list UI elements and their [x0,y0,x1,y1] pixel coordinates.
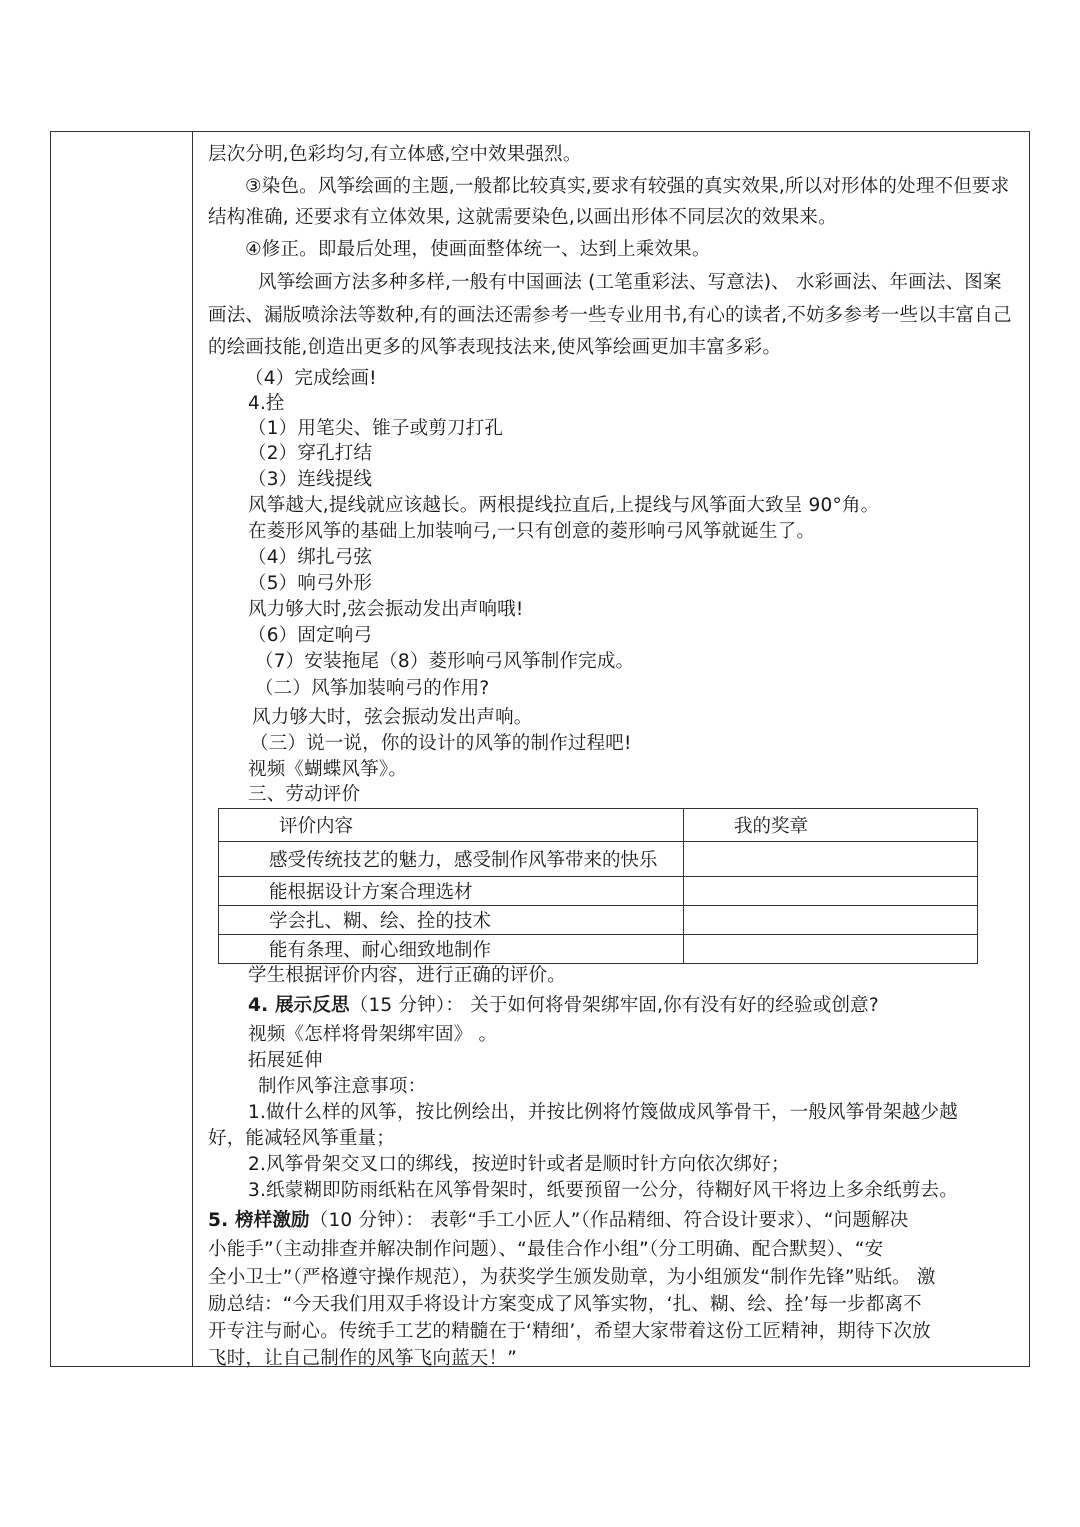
header-eval-content: 评价内容 [219,809,684,842]
text-line: 风筝绘画方法多种多样,一般有中国画法 (工笔重彩法、写意法)、 水彩画法、年画法、图案 [258,272,1002,293]
text-line: ③染色。风筝绘画的主题,一般都比较真实,要求有较强的真实效果,所以对形体的处理不但要求 [245,176,1010,197]
table-row [219,906,978,935]
eval-item: 能根据设计方案合理选材 [219,877,684,906]
evaluation-table [218,808,978,964]
text-line: 好，能减轻风筝重量； [208,1128,396,1149]
text-line: 励总结：“今天我们用双手将设计方案变成了风筝实物，‘扎、糊、绘、拴’每一步都离不 [208,1294,922,1315]
table-row [219,842,978,877]
text-line: 4.拴 [248,393,285,414]
column-divider [192,131,193,1367]
section-text: （10 分钟）： 表彰“手工小匠人”（作品精细、符合设计要求）、“问题解决 [309,1210,909,1231]
text-line: 风力够大时,弦会振动发出声响哦! [248,599,524,620]
text-line: 在菱形风筝的基础上加装响弓,一只有创意的菱形响弓风筝就诞生了。 [248,521,816,542]
text-line: 的绘画技能,创造出更多的风筝表现技法来,使风筝绘画更加丰富多彩。 [208,337,782,358]
section-heading: 三、劳动评价 [248,784,361,805]
text-line: （三）说一说，你的设计的风筝的制作过程吧! [250,733,632,754]
text-line: 层次分明,色彩均匀,有立体感,空中效果强烈。 [208,144,582,165]
medal-cell [684,877,978,906]
text-line: 结构准确, 还要求有立体效果, 这就需要染色,以画出形体不同层次的效果来。 [208,207,837,228]
text-line: ④修正。即最后处理，使画面整体统一、达到上乘效果。 [245,239,711,260]
text-line: 3.纸蒙糊即防雨纸粘在风筝骨架时，纸要预留一公分，待糊好风干将边上多余纸剪去。 [248,1180,958,1201]
text-line: 学生根据评价内容，进行正确的评价。 [248,965,566,986]
table-row [219,877,978,906]
text-line: （4）绑扎弓弦 [248,547,373,568]
text-line: 开专注与耐心。传统手工艺的精髓在于‘精细’，希望大家带着这份工匠精神，期待下次放 [208,1321,931,1342]
text-line: （4）完成绘画! [245,368,377,389]
text-line: 1.做什么样的风筝，按比例绘出，并按比例将竹篾做成风筝骨干，一般风筝骨架越少越 [248,1102,958,1123]
eval-item: 感受传统技艺的魅力，感受制作风筝带来的快乐 [219,842,684,877]
text-line: 小能手”（主动排查并解决制作问题）、“最佳合作小组”（分工明确、配合默契）、“安 [208,1239,884,1260]
text-line: 画法、漏版喷涂法等数种,有的画法还需参考一些专业用书,有心的读者,不妨多参考一些以丰富自己 [208,305,1012,326]
table-row [219,935,978,964]
table-header-row [219,809,978,842]
medal-cell [684,906,978,935]
section-heading [208,1209,908,1233]
text-line: （5）响弓外形 [248,573,373,594]
text-line: （二）风筝加装响弓的作用? [255,678,490,699]
section-title: 4. 展示反思 [248,995,350,1016]
text-line: （3）连线提线 [248,469,373,490]
section-heading [248,994,879,1018]
section-text: （15 分钟）： 关于如何将骨架绑牢固,你有没有好的经验或创意? [349,995,879,1016]
text-line: 风力够大时，弦会振动发出声响。 [252,707,533,728]
text-line: 视频《怎样将骨架绑牢固》 。 [248,1024,498,1045]
text-line: （6）固定响弓 [248,625,373,646]
header-my-medal: 我的奖章 [684,809,978,842]
text-line: 2.风筝骨架交叉口的绑线，按逆时针或者是顺时针方向依次绑好； [248,1154,790,1175]
text-line: 全小卫士”（严格遵守操作规范），为获奖学生颁发勋章，为小组颁发“制作先锋”贴纸。 激 [208,1267,936,1288]
text-line: 风筝越大,提线就应该越长。两根提线拉直后,上提线与风筝面大致呈 90°角。 [248,495,880,516]
text-line: 制作风筝注意事项： [258,1076,427,1097]
text-line: （2）穿孔打结 [248,443,373,464]
eval-item: 学会扎、糊、绘、拴的技术 [219,906,684,935]
eval-item: 能有条理、耐心细致地制作 [219,935,684,964]
text-line: （7）安装拖尾（8）菱形响弓风筝制作完成。 [255,651,635,672]
text-line: （1）用笔尖、锥子或剪刀打孔 [248,418,504,439]
medal-cell [684,935,978,964]
medal-cell [684,842,978,877]
text-line: 拓展延伸 [248,1050,323,1071]
text-line: 视频《蝴蝶风筝》。 [248,759,408,780]
text-line: 飞时，让自己制作的风筝飞向蓝天！” [208,1348,517,1369]
section-title: 5. 榜样激励 [208,1210,310,1231]
